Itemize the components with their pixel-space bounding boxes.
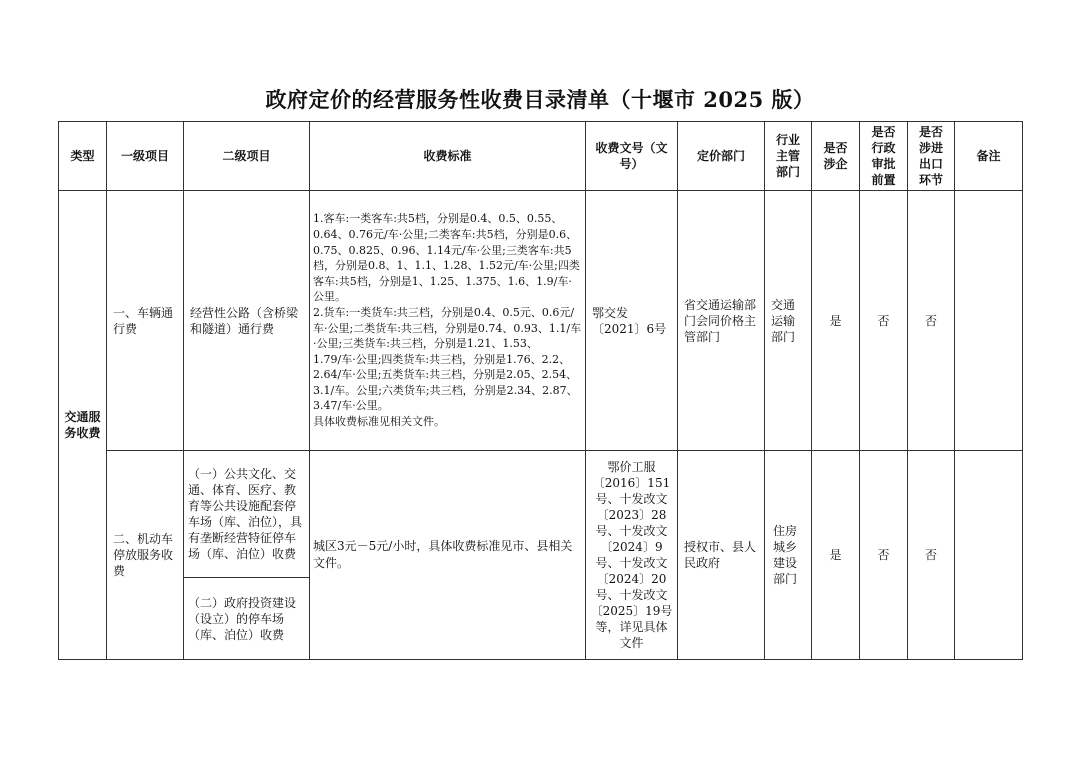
header-doc-no: 收费文号（文号） xyxy=(586,122,678,191)
pricing-dept-cell: 省交通运输部门会同价格主管部门 xyxy=(678,191,765,451)
import-export-cell: 否 xyxy=(908,451,955,660)
standard-cell xyxy=(310,191,586,451)
header-involves-enterprise: 是否涉企 xyxy=(812,122,860,191)
header-type: 类型 xyxy=(59,122,107,191)
level1-cell: 二、机动车停放服务收费 xyxy=(107,451,184,660)
header-row xyxy=(59,122,1023,191)
involves-enterprise-cell: 是 xyxy=(812,451,860,660)
standard-cell xyxy=(310,451,586,660)
pre-approval-cell: 否 xyxy=(860,191,908,451)
header-level2: 二级项目 xyxy=(184,122,310,191)
involves-enterprise-cell: 是 xyxy=(812,191,860,451)
fee-catalog-table xyxy=(58,121,1023,660)
import-export-cell: 否 xyxy=(908,191,955,451)
header-level1: 一级项目 xyxy=(107,122,184,191)
industry-dept-cell: 住房城乡建设部门 xyxy=(765,451,812,660)
doc-no-cell: 鄂价工服〔2016〕151号、十发改文〔2023〕28号、十发改文〔2024〕9号、十发改文〔2024〕20号、十发改文〔2025〕19号等，详见具体文件 xyxy=(586,451,678,660)
header-remarks: 备注 xyxy=(955,122,1023,191)
header-pre-approval: 是否行政审批前置 xyxy=(860,122,908,191)
level2-cell: 经营性公路（含桥梁和隧道）通行费 xyxy=(184,191,310,451)
level2-cell: （二）政府投资建设（设立）的停车场（库、泊位）收费 xyxy=(184,578,310,660)
standard-text: 1.客车:一类客车:共5档，分别是0.4、0.5、0.55、0.64、0.76元/车·公里;二类客车:共5档，分别是0.6、0.75、0.825、0.96、1.14元/车·公里;三类客车:共5档，分别是0.8、1、1.1、1.28、1.52元/车·公里;四类客车:共5档，分别是1、1.25、1.375、1.6、1.9/车·公里。 2.货车:一类货车:共三档，分别是0.4、0.5元、0.6元/车·公里;二类货车:共三档，分别是0.74、0.93、1.1/车·公里;三类货车:共三档，分别是1.21、1.53、 1.79/车·公里;四类货车:共三档，分别是1.76、2.2、2.64/车·公里;五类货车:共三档，分别是2.05、2.54、3.1/车。公里;六类货车;共三档，分别是2.34、2.87、3.47/车·公里。 具体收费标准见相关文件。 xyxy=(313,212,582,429)
level1-cell: 一、车辆通行费 xyxy=(107,191,184,451)
header-industry-dept: 行业主管部门 xyxy=(765,122,812,191)
remarks-cell xyxy=(955,191,1023,451)
header-standard: 收费标准 xyxy=(310,122,586,191)
industry-dept-cell: 交通运输部门 xyxy=(765,191,812,451)
pricing-dept-cell: 授权市、县人民政府 xyxy=(678,451,765,660)
table-row xyxy=(59,191,1023,451)
page-title: 政府定价的经营服务性收费目录清单（十堰市 2025 版） xyxy=(265,87,815,112)
category-cell: 交通服务收费 xyxy=(59,191,107,660)
pre-approval-cell: 否 xyxy=(860,451,908,660)
remarks-cell xyxy=(955,451,1023,660)
header-import-export: 是否涉进出口环节 xyxy=(908,122,955,191)
level2-cell: （一）公共文化、交通、体育、医疗、教育等公共设施配套停车场（库、泊位），具有垄断经营特征停车场（库、泊位）收费 xyxy=(184,451,310,578)
doc-no-cell: 鄂交发〔2021〕6号 xyxy=(586,191,678,451)
header-pricing-dept: 定价部门 xyxy=(678,122,765,191)
standard-text: 城区3元－5元/小时，具体收费标准见市、县相关文件。 xyxy=(313,539,573,570)
table-row xyxy=(59,451,1023,578)
